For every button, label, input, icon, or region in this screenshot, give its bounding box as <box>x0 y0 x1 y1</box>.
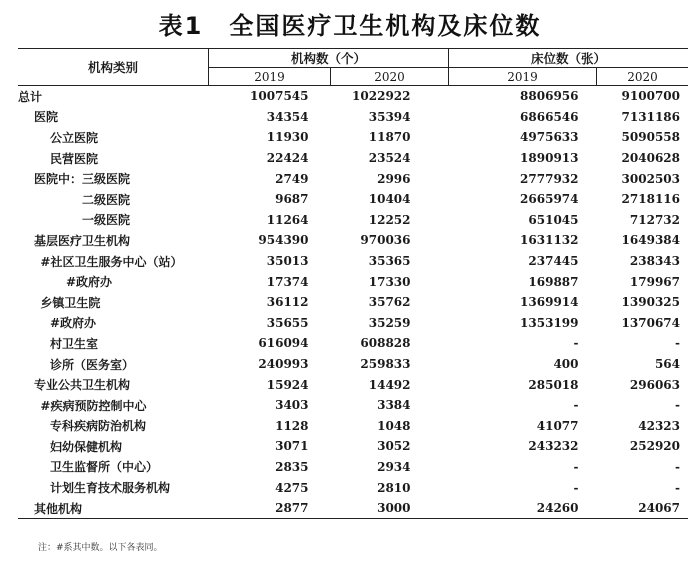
row-category: 基层医疗卫生机构 <box>34 233 131 248</box>
inst-2019-value: 36112 <box>266 295 309 310</box>
row-category: #疾病预防控制中心 <box>40 398 147 413</box>
row-category: 专业公共卫生机构 <box>34 378 131 393</box>
beds-2020-value: 179967 <box>629 274 680 289</box>
inst-2020-value: 3384 <box>377 398 411 413</box>
beds-2019-value: 285018 <box>528 377 579 392</box>
inst-2020-value: 35762 <box>368 295 411 310</box>
inst-2020-value: 14492 <box>368 377 411 392</box>
beds-2020-value: - <box>675 459 680 474</box>
beds-2020-value: 712732 <box>629 212 680 227</box>
row-category: 一级医院 <box>82 213 131 228</box>
table-row <box>18 395 688 416</box>
inst-2020-value: 23524 <box>368 151 411 166</box>
table-body <box>18 86 688 519</box>
beds-2020-value: 24067 <box>638 501 680 516</box>
category-header: 机构类别 <box>87 60 138 75</box>
row-category: 卫生监督所（中心） <box>50 460 159 475</box>
inst-2019-value: 17374 <box>266 274 309 289</box>
row-category: 妇幼保健机构 <box>50 439 123 454</box>
beds-2019-value: - <box>573 459 579 474</box>
table-row <box>18 271 688 292</box>
inst-2020-value: 11870 <box>368 130 411 145</box>
inst-2020-value: 259833 <box>360 357 411 372</box>
inst-2020-value: 35259 <box>368 315 411 330</box>
beds-2019-value: - <box>573 336 579 351</box>
inst-2020-value: 12252 <box>368 212 411 227</box>
inst-2019-value: 9687 <box>275 192 309 207</box>
table-row <box>18 251 688 272</box>
beds-2020-value: 238343 <box>629 254 680 269</box>
table-row <box>18 107 688 128</box>
beds-2020-value: 1649384 <box>621 233 680 248</box>
row-category: 乡镇卫生院 <box>40 295 101 310</box>
row-category: 二级医院 <box>82 192 131 207</box>
inst-2020-value: 1022922 <box>352 89 411 104</box>
beds-2019-value: 4975633 <box>520 130 579 145</box>
inst-2020-value: 35365 <box>368 254 411 269</box>
inst-2020-value: 10404 <box>368 192 411 207</box>
beds-2020-value: 1370674 <box>621 315 680 330</box>
table-row <box>18 498 688 519</box>
row-category: 诊所（医务室） <box>50 357 135 372</box>
inst-2019-value: 34354 <box>266 109 309 124</box>
inst-2020-value: 2996 <box>377 171 411 186</box>
inst-2019-value: 35013 <box>266 254 309 269</box>
table-row <box>18 457 688 478</box>
table-row <box>18 168 688 189</box>
beds-2019-value: 400 <box>553 357 579 372</box>
beds-2019-value: - <box>573 480 579 495</box>
inst-2020-value: 1048 <box>377 418 411 433</box>
inst-2020-value: 2810 <box>377 480 411 495</box>
beds-2020-value: 42323 <box>638 418 680 433</box>
beds-2020-value: - <box>675 480 680 495</box>
beds-2019-value: 1353199 <box>520 315 579 330</box>
inst-2020-value: 3000 <box>377 501 411 516</box>
beds-2020-value: 2040628 <box>621 151 680 166</box>
table-row <box>18 313 688 334</box>
beds-2020-value: 7131186 <box>621 109 680 124</box>
row-category: 医院 <box>34 110 59 125</box>
inst-2019-value: 3403 <box>275 398 309 413</box>
beds-2020-value: 252920 <box>629 439 680 454</box>
inst-2019-value: 3071 <box>275 439 309 454</box>
inst-2019-value: 15924 <box>266 377 309 392</box>
row-category: #社区卫生服务中心（站） <box>40 254 183 269</box>
footnote: 注：#系其中数。以下各表同。 <box>38 543 163 553</box>
table-row <box>18 374 688 395</box>
inst-2020-value: 17330 <box>368 274 411 289</box>
institutions-beds-table <box>18 48 688 519</box>
beds-2019-value: 651045 <box>528 212 579 227</box>
row-category: 医院中：三级医院 <box>34 172 131 187</box>
inst-2019-value: 2835 <box>275 459 309 474</box>
beds-2019-value: 1890913 <box>520 151 579 166</box>
inst-2019-value: 11930 <box>266 130 309 145</box>
table-row <box>18 436 688 457</box>
beds-2019-value: 169887 <box>528 274 579 289</box>
inst-2019-value: 1128 <box>275 418 309 433</box>
row-category: #政府办 <box>66 275 113 290</box>
beds-2019-value: 2777932 <box>520 171 579 186</box>
inst-2019-value: 11264 <box>266 212 309 227</box>
beds-2019-value: 237445 <box>528 254 579 269</box>
row-category: 其他机构 <box>34 501 83 516</box>
table-row <box>18 416 688 437</box>
beds-2019-value: 2665974 <box>520 192 579 207</box>
inst-2020-value: 35394 <box>368 109 411 124</box>
row-category: 民营医院 <box>50 151 99 166</box>
table-row <box>18 86 688 107</box>
beds-2020-value: 296063 <box>629 377 680 392</box>
row-category: 计划生育技术服务机构 <box>50 481 171 496</box>
row-category: 公立医院 <box>50 130 99 145</box>
beds-2019-value: 41077 <box>536 418 579 433</box>
table-row <box>18 210 688 231</box>
beds-2019-value: 6866546 <box>520 109 579 124</box>
table-row <box>18 127 688 148</box>
inst-2019-value: 240993 <box>258 357 309 372</box>
beds-2020-value: 1390325 <box>621 295 680 310</box>
beds-2020-value: 5090558 <box>621 130 680 145</box>
beds-2019-value: 243232 <box>528 439 579 454</box>
inst-2020-value: 970036 <box>360 233 411 248</box>
inst-2019-value: 4275 <box>275 480 309 495</box>
inst-2019-value: 2877 <box>275 501 309 516</box>
inst-2020-value: 2934 <box>377 459 411 474</box>
beds-2020-value: 3002503 <box>621 171 680 186</box>
table-row <box>18 292 688 313</box>
beds-2019-value: 24260 <box>536 501 579 516</box>
inst-2020-value: 3052 <box>377 439 411 454</box>
beds-2020-value: 9100700 <box>621 89 680 104</box>
beds-2019-value: 8806956 <box>520 89 579 104</box>
table-row <box>18 230 688 251</box>
beds-2019-value: 1631132 <box>520 233 579 248</box>
beds-2020-value: - <box>675 398 680 413</box>
beds-2020-value: - <box>675 336 680 351</box>
inst-2019-value: 1007545 <box>250 89 309 104</box>
page-title: 表1 全国医疗卫生机构及床位数 <box>158 12 542 40</box>
inst-2019-value: 954390 <box>258 233 309 248</box>
year-header-inst-2019: 2019 <box>209 68 331 86</box>
row-category: 专科疾病防治机构 <box>50 419 147 434</box>
beds-2020-value: 2718116 <box>621 192 680 207</box>
year-header-beds-2019: 2019 <box>449 68 597 86</box>
table-row <box>18 477 688 498</box>
inst-2019-value: 616094 <box>258 336 309 351</box>
inst-2019-value: 22424 <box>266 151 309 166</box>
inst-2019-value: 2749 <box>275 171 309 186</box>
inst-2019-value: 35655 <box>266 315 309 330</box>
inst-2020-value: 608828 <box>360 336 411 351</box>
table-row <box>18 354 688 375</box>
row-category: 总计 <box>18 89 43 104</box>
beds-2020-value: 564 <box>654 357 680 372</box>
table-row <box>18 148 688 169</box>
beds-2019-value: - <box>573 398 579 413</box>
beds-header: 床位数（张） <box>449 49 689 68</box>
table-row <box>18 189 688 210</box>
institutions-header: 机构数（个） <box>209 49 449 68</box>
year-header-inst-2020: 2020 <box>331 68 449 86</box>
year-header-beds-2020: 2020 <box>597 68 689 86</box>
row-category: 村卫生室 <box>50 336 99 351</box>
table-row <box>18 333 688 354</box>
row-category: #政府办 <box>50 316 97 331</box>
beds-2019-value: 1369914 <box>520 295 579 310</box>
